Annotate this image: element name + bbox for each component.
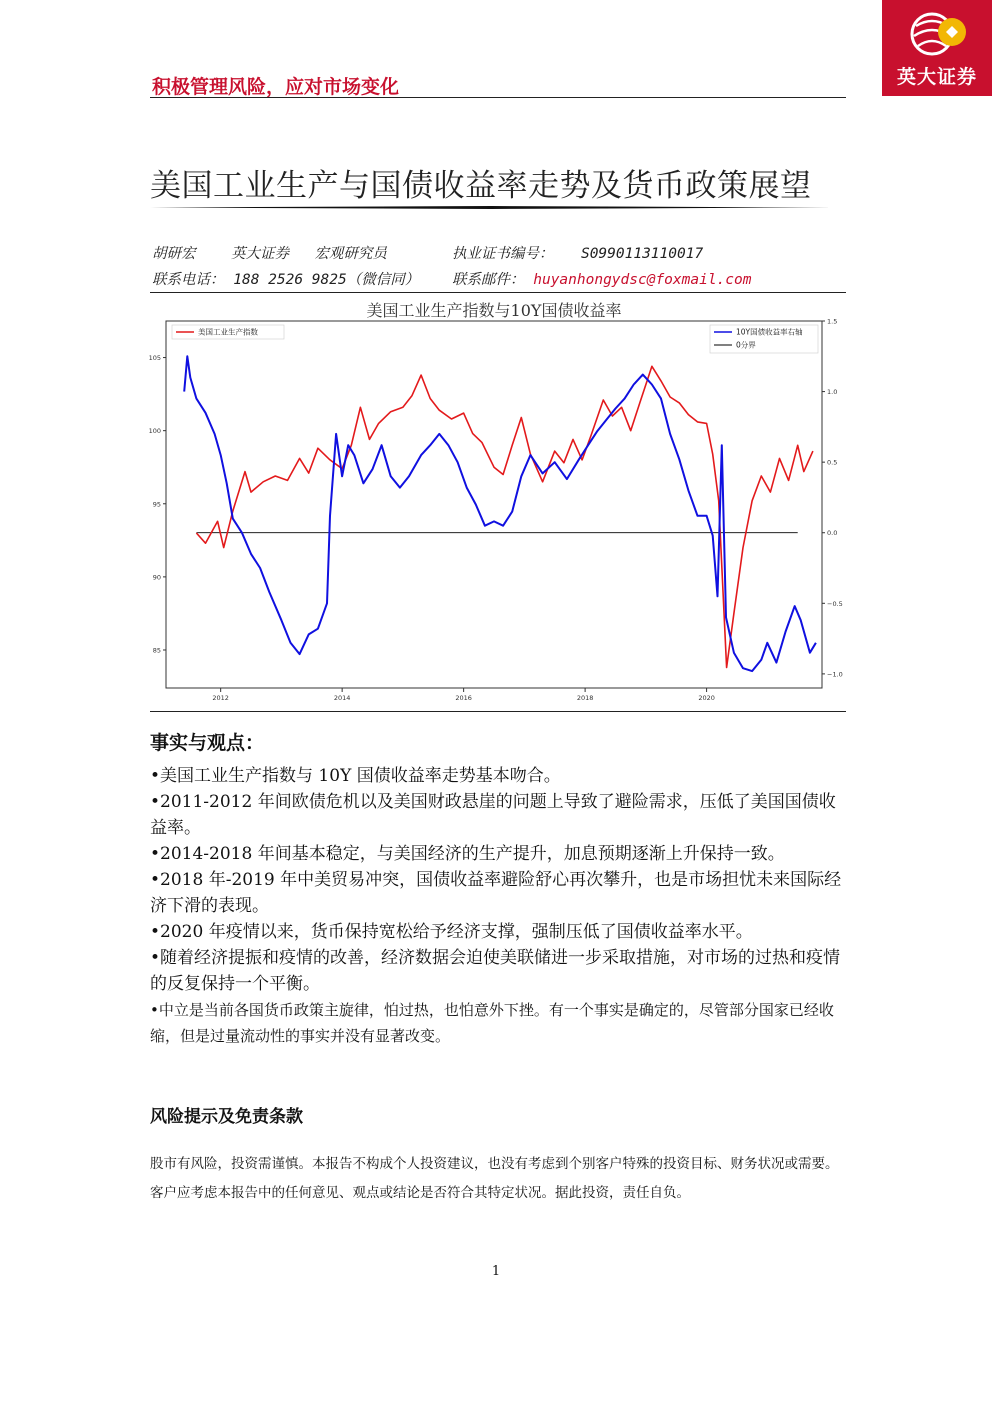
legend-label-ip: 美国工业生产指数 bbox=[198, 327, 258, 337]
document-title: 美国工业生产与国债收益率走势及货币政策展望 bbox=[150, 168, 812, 204]
y-right-tick-label-1: −0.5 bbox=[827, 599, 843, 608]
fact-item-7: •中立是当前各国货币政策主旋律，怕过热，也怕意外下挫。有一个事实是确定的，尽管部分国家已经收缩，但是过量流动性的事实并没有显著改变。 bbox=[150, 1001, 834, 1045]
phone-number: 188 2526 9825（微信同） bbox=[233, 272, 420, 288]
author-line-1 bbox=[152, 242, 387, 263]
fact-item-2: •2011-2012 年间欧债危机以及美国财政悬崖的问题上导致了避险需求，压低了美国国债收益率。 bbox=[150, 792, 836, 838]
x-tick-label-1: 2014 bbox=[333, 694, 351, 702]
chart-container bbox=[150, 297, 846, 707]
brand-name: 英大证券 bbox=[896, 66, 977, 88]
legend-right bbox=[710, 325, 818, 353]
title-underline bbox=[150, 206, 832, 209]
y-right-tick-label-0: −1.0 bbox=[827, 670, 843, 679]
x-tick-label-0: 2012 bbox=[212, 694, 229, 702]
fact-item-1: •美国工业生产指数与 10Y 国债收益率走势基本吻合。 bbox=[150, 766, 561, 786]
y-left-tick-label-2: 95 bbox=[152, 500, 161, 509]
facts-list bbox=[150, 763, 846, 1049]
risk-heading: 风险提示及免责条款 bbox=[150, 1107, 303, 1127]
y-left-tick-label-4: 105 bbox=[148, 354, 161, 363]
risk-disclaimer: 股市有风险，投资需谨慎。本报告不构成个人投资建议，也没有考虑到个别客户特殊的投资目标、财务状况或需要。客户应考虑本报告中的任何意见、观点或结论是否符合其特定状况。据此投资，责任自负。 bbox=[150, 1156, 839, 1201]
cert-line bbox=[452, 242, 703, 263]
chart-divider bbox=[150, 711, 846, 712]
header-divider bbox=[150, 97, 846, 98]
author-divider bbox=[150, 292, 846, 293]
author-role: 宏观研究员 bbox=[314, 246, 387, 262]
x-tick-label-4: 2020 bbox=[698, 694, 715, 702]
x-tick-label-2: 2016 bbox=[455, 694, 472, 702]
chart-svg bbox=[150, 297, 846, 707]
cert-label: 执业证书编号： bbox=[452, 246, 554, 262]
legend-label-zero: 0分界 bbox=[736, 340, 756, 350]
y-left-tick-label-1: 90 bbox=[152, 573, 161, 582]
facts-heading: 事实与观点： bbox=[150, 732, 265, 754]
fact-item-3: •2014-2018 年间基本稳定，与美国经济的生产提升，加息预期逐渐上升保持一致。 bbox=[150, 844, 785, 864]
y-right-tick-label-2: 0.0 bbox=[827, 529, 838, 538]
fact-item-5: •2020 年疫情以来，货币保持宽松给予经济支撑，强制压低了国债收益率水平。 bbox=[150, 922, 753, 942]
globe-logo-icon bbox=[902, 8, 972, 60]
email-label: 联系邮件： bbox=[452, 272, 525, 288]
brand-logo-box bbox=[882, 0, 992, 96]
slogan: 积极管理风险，应对市场变化 bbox=[152, 76, 400, 98]
author-firm: 英大证券 bbox=[230, 246, 289, 262]
page-number: 1 bbox=[491, 1264, 501, 1279]
y-right-tick-label-3: 0.5 bbox=[827, 458, 838, 467]
series-line-1 bbox=[184, 356, 816, 671]
fact-item-6: •随着经济提振和疫情的改善，经济数据会迫使美联储进一步采取措施，对市场的过热和疫情的反复保持一个平衡。 bbox=[150, 948, 841, 994]
legend-label-yield: 10Y国债收益率右轴 bbox=[736, 327, 803, 337]
email-link[interactable]: huyanhongydsc@foxmail.com bbox=[533, 272, 752, 288]
y-left-tick-label-0: 85 bbox=[152, 646, 161, 655]
y-left-tick-label-3: 100 bbox=[148, 427, 161, 436]
email-line bbox=[452, 268, 751, 289]
legend-left bbox=[172, 325, 284, 339]
author-line-2 bbox=[152, 268, 419, 289]
phone-label: 联系电话： bbox=[152, 272, 225, 288]
x-tick-label-3: 2018 bbox=[576, 694, 594, 702]
cert-number: S0990113110017 bbox=[580, 246, 704, 262]
y-right-tick-label-5: 1.5 bbox=[827, 317, 838, 326]
fact-item-4: •2018 年-2019 年中美贸易冲突，国债收益率避险舒心再次攀升，也是市场担忧未来国际经济下滑的表现。 bbox=[150, 870, 842, 916]
chart-title: 美国工业生产指数与10Y国债收益率 bbox=[366, 301, 622, 320]
author-name: 胡研宏 bbox=[152, 246, 196, 262]
y-right-tick-label-4: 1.0 bbox=[827, 388, 838, 397]
